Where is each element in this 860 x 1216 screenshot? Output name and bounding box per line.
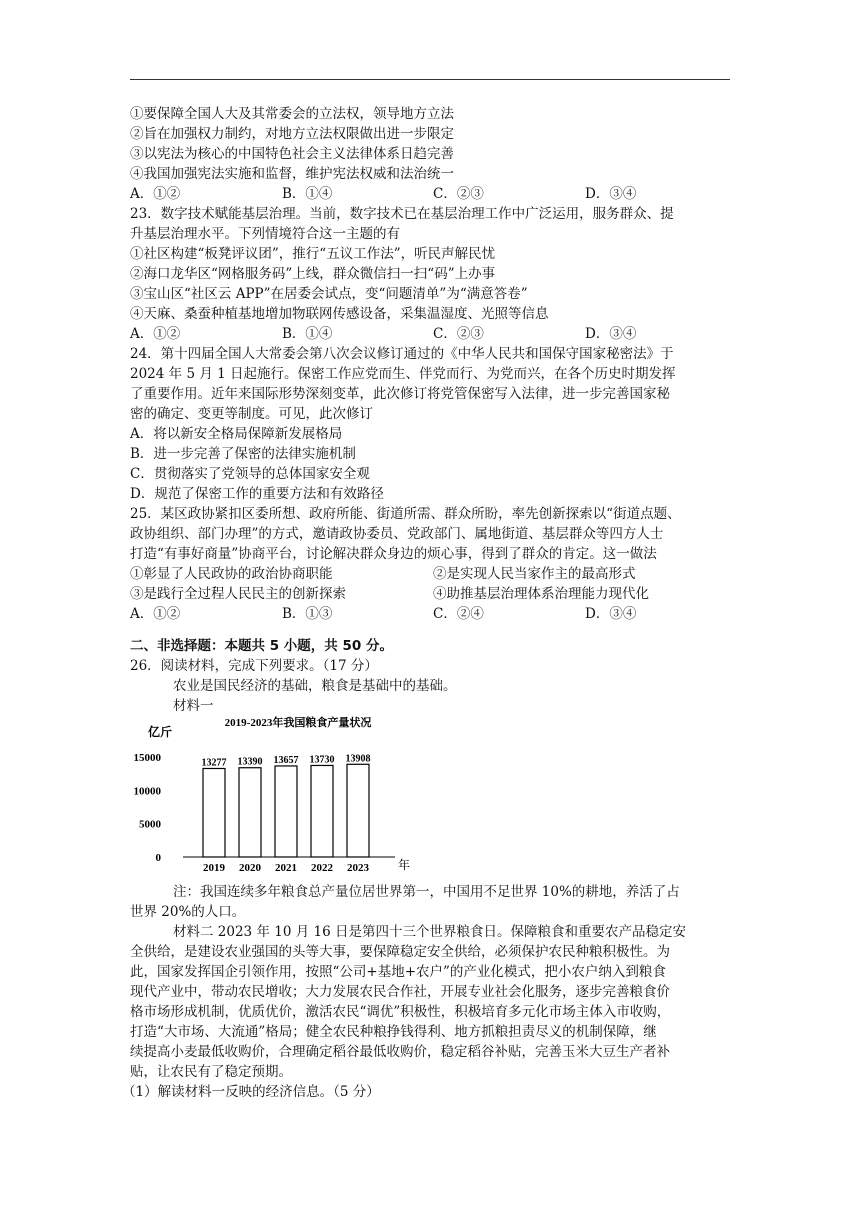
q22-item-4: ④我国加强宪法实施和监督，维护宪法权威和法治统一 [130, 166, 454, 182]
q22-option-d[interactable]: D．③④ [585, 186, 637, 202]
material2-line-5: 格市场形成机制，优质优价，激活农民“调优”积极性，积极培育多元化市场主体入市收购， [130, 1004, 671, 1020]
q26-stem: 26．阅读材料，完成下列要求。（17 分） [130, 658, 378, 674]
q22-options [130, 184, 730, 204]
material1-label: 材料一 [173, 698, 214, 714]
q24-stem-3: 了重要作用。近年来国际形势深刻变革，此次修订将党管保密写入法律，进一步完善国家秘 [130, 386, 670, 402]
header-rule [130, 79, 730, 80]
chart-title: 2019-2023年我国粮食产量状况 [224, 717, 372, 729]
q25-stem-3: 打造“有事好商量”协商平台，讨论解决群众身边的烦心事，得到了群众的肯定。这一做法 [130, 546, 657, 562]
q25-option-d[interactable]: D．③④ [585, 606, 637, 622]
material2-line-6: 打造“大市场、大流通”格局；健全农民种粮挣钱得利、地方抓粮担责尽义的机制保障，继 [130, 1024, 657, 1040]
q23-options [130, 324, 730, 344]
bar-2022 [311, 765, 333, 857]
bar-2019 [203, 768, 225, 857]
q23-item-4: ④天麻、桑蚕种植基地增加物联网传感设备，采集温湿度、光照等信息 [130, 306, 549, 322]
q24-option-d[interactable]: D．规范了保密工作的重要方法和有效路径 [130, 486, 384, 502]
q23-option-b[interactable]: B．①④ [282, 326, 333, 342]
y-axis-unit-label: 亿斤 [148, 725, 173, 739]
q25-option-b[interactable]: B．①③ [282, 606, 333, 622]
data-label-2019: 13277 [201, 757, 227, 769]
q23-stem-2: 升基层治理水平。下列情境符合这一主题的有 [130, 226, 400, 242]
q23-option-c[interactable]: C．②③ [433, 326, 484, 342]
q25-option-c[interactable]: C．②④ [433, 606, 484, 622]
q23-item-2: ②海口龙华区“网格服务码”上线，群众微信扫一扫“码”上办事 [130, 266, 496, 282]
bar-2020 [239, 768, 261, 857]
material2-line-8: 贴，让农民有了稳定预期。 [130, 1064, 292, 1080]
q25-item-1: ①彰显了人民政协的政治协商职能 [130, 566, 333, 582]
q23-option-d[interactable]: D．③④ [585, 326, 637, 342]
bar-2023 [347, 764, 369, 857]
x-tick-label-2019: 2019 [203, 862, 225, 874]
q22-item-3: ③以宪法为核心的中国特色社会主义法律体系日趋完善 [130, 146, 454, 162]
material2-line-3: 此，国家发挥国企引领作用，按照“公司+基地+农户”的产业化模式，把小农户纳入到粮食 [130, 964, 666, 980]
grain-output-chart [133, 712, 430, 877]
x-tick-label-2022: 2022 [311, 862, 333, 874]
material2-line-2: 全供给，是建设农业强国的头等大事，要保障稳定安全供给，必须保护农民种粮积极性。为 [130, 944, 670, 960]
chart-note-2: 世界 20%的人口。 [130, 904, 246, 920]
q25-stem-1: 25．某区政协紧扣区委所想、政府所能、街道所需、群众所盼，率先创新探索以“街道点题、 [130, 506, 681, 522]
x-tick-label-2023: 2023 [347, 862, 369, 874]
x-axis-unit-label: 年 [398, 858, 411, 872]
x-tick-label-2020: 2020 [239, 862, 261, 874]
x-tick-label-2021: 2021 [275, 862, 297, 874]
grain-output-chart-svg [133, 712, 430, 877]
data-label-2021: 13657 [273, 754, 299, 766]
q25-stem-2: 政协组织、部门办理”的方式，邀请政协委员、党政部门、属地街道、基层群众等四方人士 [130, 526, 664, 542]
chart-note-1: 注：我国连续多年粮食总产量位居世界第一，中国用不足世界 10%的耕地，养活了占 [173, 884, 680, 900]
q24-option-b[interactable]: B．进一步完善了保密的法律实施机制 [130, 446, 356, 462]
q25-items-row-2 [130, 584, 730, 604]
q26-sub1: （1）解读材料一反映的经济信息。（5 分） [122, 1084, 380, 1100]
q22-option-b[interactable]: B．①④ [282, 186, 333, 202]
material2-line-7: 续提高小麦最低收购价，合理确定稻谷最低收购价，稳定稻谷补贴，完善玉米大豆生产者补 [130, 1044, 670, 1060]
q23-item-1: ①社区构建“板凳评议团”，推行“五议工作法”，听民声解民忧 [130, 246, 496, 262]
section2-title: 二、非选择题：本题共 5 小题，共 50 分。 [130, 638, 393, 654]
y-tick-label-0: 0 [155, 852, 161, 864]
q26-intro: 农业是国民经济的基础，粮食是基础中的基础。 [173, 678, 457, 694]
q22-option-c[interactable]: C．②③ [433, 186, 484, 202]
y-tick-label-10000: 10000 [133, 785, 161, 798]
q23-option-a[interactable]: A．①② [130, 326, 181, 342]
q25-item-2: ②是实现人民当家作主的最高形式 [433, 566, 636, 582]
q25-items-row-1 [130, 564, 730, 584]
q24-option-c[interactable]: C．贯彻落实了党领导的总体国家安全观 [130, 466, 370, 482]
q25-item-4: ④助推基层治理体系治理能力现代化 [433, 586, 649, 602]
material2-line-1: 材料二 2023 年 10 月 16 日是第四十三个世界粮食日。保障粮食和重要农产品稳定安 [173, 924, 686, 940]
q23-stem-1: 23．数字技术赋能基层治理。当前，数字技术已在基层治理工作中广泛运用，服务群众、提 [130, 206, 674, 222]
y-tick-label-15000: 15000 [133, 752, 161, 764]
material2-line-4: 现代产业中，带动农民增收；大力发展农民合作社，开展专业社会化服务，逐步完善粮食价 [130, 984, 670, 1000]
q24-stem-4: 密的确定、变更等制度。可见，此次修订 [130, 406, 373, 422]
data-label-2023: 13908 [345, 753, 371, 765]
q25-option-a[interactable]: A．①② [130, 606, 181, 622]
q23-item-3: ③宝山区“社区云 APP”在居委会试点，变“问题清单”为“满意答卷” [130, 286, 528, 302]
q22-item-2: ②旨在加强权力制约，对地方立法权限做出进一步限定 [130, 126, 454, 142]
q22-item-1: ①要保障全国人大及其常委会的立法权，领导地方立法 [130, 106, 454, 122]
q24-stem-2: 2024 年 5 月 1 日起施行。保密工作应党而生、伴党而行、为党而兴，在各个历史时期发挥 [130, 366, 676, 382]
q24-option-a[interactable]: A．将以新安全格局保障新发展格局 [130, 426, 343, 442]
bar-2021 [275, 766, 297, 857]
data-label-2020: 13390 [237, 756, 263, 768]
data-label-2022: 13730 [309, 754, 335, 766]
q25-item-3: ③是践行全过程人民民主的创新探索 [130, 586, 346, 602]
y-tick-label-5000: 5000 [139, 818, 161, 831]
q25-options [130, 604, 730, 624]
q22-option-a[interactable]: A．①② [130, 186, 181, 202]
q24-stem-1: 24．第十四届全国人大常委会第八次会议修订通过的《中华人民共和国保守国家秘密法》于 [130, 346, 674, 362]
